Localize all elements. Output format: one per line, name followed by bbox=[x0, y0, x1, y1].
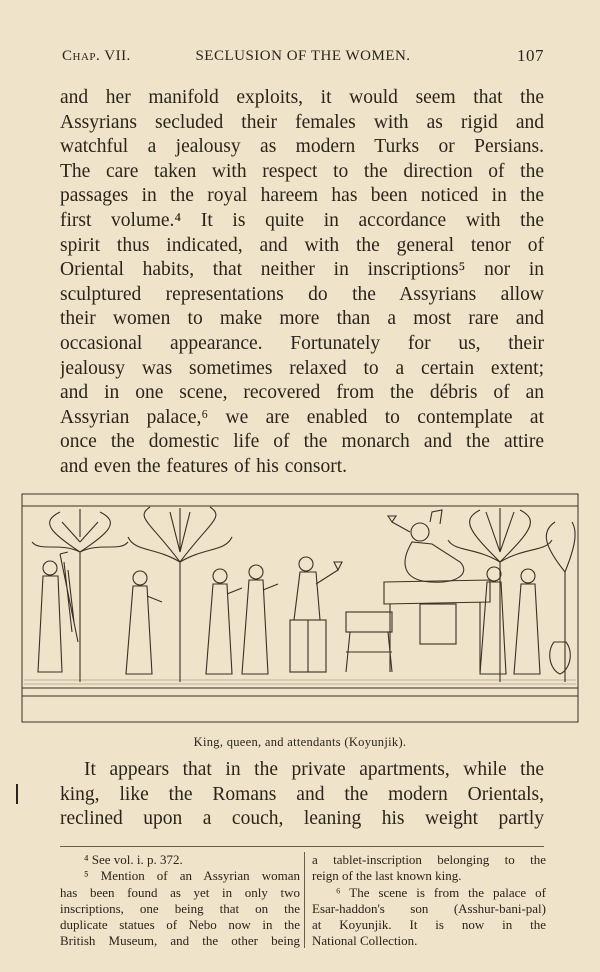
footnote-line: reign of the last known king. bbox=[312, 868, 462, 884]
footnote-line: at Koyunjik. It is now in the bbox=[312, 917, 546, 933]
text-line: occasional appearance. Fortunately for us, their bbox=[60, 332, 544, 354]
footnote-rule bbox=[60, 846, 544, 847]
footnote-line: has been found as yet in only two bbox=[60, 884, 300, 900]
paragraph-2 bbox=[60, 758, 544, 832]
footnote-line: ⁵ Mention of an Assyrian woman bbox=[84, 868, 300, 884]
text-line: Assyrian palace,⁶ we are enabled to contemplate at bbox=[60, 406, 544, 428]
footnote-line: ⁴ See vol. i. p. 372. bbox=[84, 852, 183, 867]
margin-mark bbox=[16, 784, 18, 804]
text-line: passages in the royal hareem has been noticed in the bbox=[60, 185, 544, 207]
footnote-column-separator bbox=[304, 852, 305, 948]
chapter-label: Chap. VII. bbox=[62, 48, 131, 64]
running-head bbox=[62, 46, 544, 68]
relief-illustration bbox=[20, 492, 580, 724]
footnote-line: duplicate statues of Nebo now in the bbox=[60, 917, 300, 933]
footnote-line: inscriptions, one being that on the bbox=[60, 900, 300, 916]
footnote-line: National Collection. bbox=[312, 933, 418, 949]
text-line: sculptured representations do the Assyrians allow bbox=[60, 283, 544, 305]
footnote-line: ⁶ The scene is from the palace of bbox=[336, 884, 546, 900]
text-line: and in one scene, recovered from the débris of an bbox=[60, 382, 544, 404]
footnote-line: Esar-haddon's son (Asshur-bani-pal) bbox=[312, 900, 546, 916]
footnote-line: a tablet-inscription belonging to the bbox=[312, 852, 546, 867]
text-line: and her manifold exploits, it would seem that the bbox=[60, 87, 544, 108]
figure-caption: King, queen, and attendants (Koyunjik). bbox=[193, 735, 407, 749]
paragraph-1 bbox=[60, 86, 544, 480]
text-line: reclined upon a couch, leaning his weight partly bbox=[60, 808, 544, 830]
text-line: their women to make more than a most rare and bbox=[60, 308, 544, 330]
text-line: spirit thus indicated, and with the general tenor of bbox=[60, 234, 544, 256]
text-line: Oriental habits, that neither in inscriptions⁵ nor in bbox=[60, 259, 544, 281]
footnotes-left-column bbox=[60, 852, 300, 950]
footnote-line: British Museum, and the other being bbox=[60, 933, 300, 949]
text-line: first volume.⁴ It is quite in accordance with the bbox=[60, 209, 544, 231]
text-line: watchful a jealousy as modern Turks or Persians. bbox=[60, 136, 544, 158]
text-line: It appears that in the private apartments, while the bbox=[84, 759, 544, 780]
text-line: jealousy was sometimes relaxed to a certain extent; bbox=[60, 357, 544, 379]
text-line: once the domestic life of the monarch and the attire bbox=[60, 431, 544, 453]
text-line: king, like the Romans and the modern Orientals, bbox=[60, 783, 544, 805]
footnotes-right-column bbox=[312, 852, 546, 950]
running-title: SECLUSION OF THE WOMEN. bbox=[195, 48, 411, 64]
text-line: The care taken with respect to the direction of the bbox=[60, 160, 544, 182]
page-number: 107 bbox=[517, 46, 544, 65]
text-line: Assyrians secluded their females with as rigid and bbox=[60, 111, 544, 133]
text-line: and even the features of his consort. bbox=[60, 455, 348, 477]
